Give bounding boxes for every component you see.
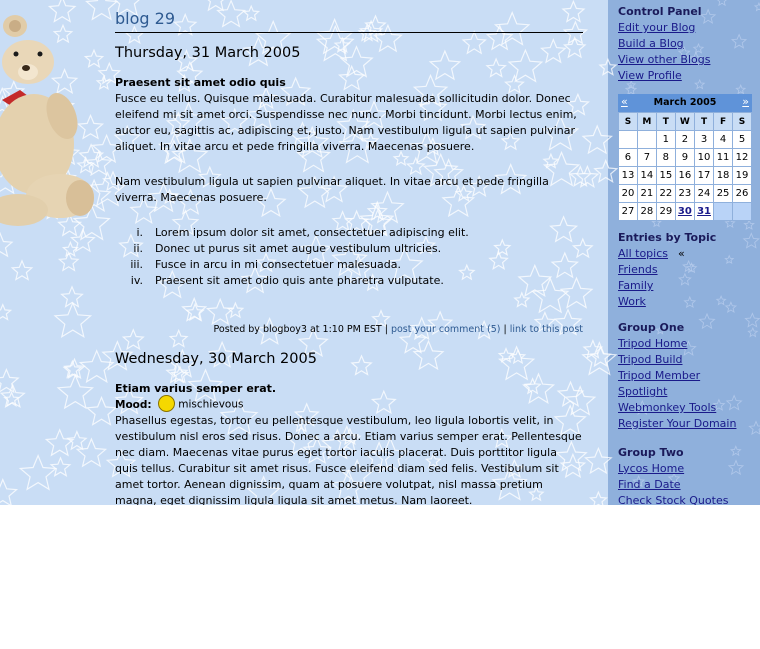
calendar-day: 27 [619,203,638,221]
group-one-heading: Group One [618,321,685,334]
register-domain-link[interactable]: Register Your Domain [618,417,737,430]
calendar-weekday: S [619,113,638,131]
tripod-home-link[interactable]: Tripod Home [618,337,688,350]
calendar-day: 8 [656,149,675,167]
calendar-day: 29 [656,203,675,221]
calendar-day: 3 [694,131,713,149]
list-number: iii. [130,258,143,271]
footer-separator: | [503,324,507,335]
main-content [115,0,583,505]
permalink-link[interactable]: link to this post [509,324,583,335]
find-date-link[interactable]: Find a Date [618,478,681,491]
work-topic-link[interactable]: Work [618,295,646,308]
spotlight-link[interactable]: Spotlight [618,385,668,398]
tripod-build-link[interactable]: Tripod Build [618,353,683,366]
calendar-day: 2 [675,131,694,149]
calendar-day: 19 [733,167,752,185]
calendar-weekday: F [714,113,733,131]
tripod-member-link[interactable]: Tripod Member [618,369,701,382]
post-comment-link[interactable]: post your comment (5) [390,324,501,335]
blog-title[interactable]: blog 29 [115,9,175,28]
list-number: iv. [130,274,143,287]
mischievous-smiley-icon [158,395,175,412]
list-number: i. [136,226,143,239]
calendar-weekday: T [694,113,713,131]
calendar-header [618,94,752,112]
view-blogs-link[interactable]: View other Blogs [618,53,711,66]
calendar-prev-link[interactable]: « [621,95,628,108]
calendar-day: 24 [694,185,713,203]
list-number: ii. [133,242,143,255]
view-profile-link[interactable]: View Profile [618,69,682,82]
lycos-home-link[interactable]: Lycos Home [618,462,685,475]
calendar-day: 7 [637,149,656,167]
calendar-day: 13 [619,167,638,185]
family-topic-link[interactable]: Family [618,279,654,292]
calendar-week-row [619,185,752,203]
entry-paragraph: Fusce eu tellus. Quisque malesuada. Curabitur malesuada sollicitudin dolor. Donec eleifend mi sit amet orci. Suspendisse nec nunc. Morbi tincidunt. Morbi lectus enim, auctor eu, sagittis ac, adipiscing et, justo. Nam vestibulum ligula ut sapien pulvinar aliquet. In vitae arcu et pede fringilla viverra. Maecenas posuere. [115,92,577,153]
teddy-bear-image [0,4,98,229]
calendar-day: 9 [675,149,694,167]
entry-date: Wednesday, 30 March 2005 [115,351,317,367]
friends-topic-link[interactable]: Friends [618,263,658,276]
calendar-day: 25 [714,185,733,203]
calendar-day: 20 [619,185,638,203]
topics-heading: Entries by Topic [618,231,717,244]
entry-subject: Praesent sit amet odio quis [115,76,286,89]
calendar-day: 28 [637,203,656,221]
entry-date: Thursday, 31 March 2005 [115,45,301,61]
list-text: Praesent sit amet odio quis ante pharetra vulputate. [155,274,444,287]
mood-value: mischievous [178,398,244,411]
calendar-day: 5 [733,131,752,149]
mood-row [115,396,243,413]
all-topics-link[interactable]: All topics [618,247,668,260]
calendar-day: 12 [733,149,752,167]
calendar-day: 4 [714,131,733,149]
calendar-day: 17 [694,167,713,185]
calendar-week-row [619,131,752,149]
calendar-empty-cell [619,131,638,149]
calendar-day: 10 [694,149,713,167]
entry-paragraph: Nam vestibulum ligula ut sapien pulvinar aliquet. In vitae arcu et pede fringilla viverra. Maecenas posuere. [115,175,549,204]
calendar-weekday: W [675,113,694,131]
list-text: Lorem ipsum dolor sit amet, consectetuer adipiscing elit. [155,226,469,239]
build-blog-link[interactable]: Build a Blog [618,37,684,50]
list-text: Fusce in arcu in mi consectetuer malesuada. [155,258,401,271]
list-text: Donec ut purus sit amet augue vestibulum ultricies. [155,242,442,255]
calendar-weekday-row [619,113,752,131]
current-topic-marker: « [678,247,685,260]
edit-blog-link[interactable]: Edit your Blog [618,21,696,34]
calendar-day-link[interactable]: 31 [694,203,713,221]
title-divider [115,32,583,33]
posted-by-text: Posted by blogboy3 at 1:10 PM EST [213,324,382,335]
calendar-weekday: S [733,113,752,131]
group-two-heading: Group Two [618,446,684,459]
mood-label: Mood: [115,398,152,411]
calendar-grid [618,112,752,221]
calendar-day: 26 [733,185,752,203]
calendar-day: 1 [656,131,675,149]
calendar-weekday: M [637,113,656,131]
stock-quotes-link[interactable]: Check Stock Quotes [618,494,729,505]
calendar-week-row [619,167,752,185]
calendar-day: 11 [714,149,733,167]
calendar-weekday: T [656,113,675,131]
calendar-day: 23 [675,185,694,203]
calendar-day: 16 [675,167,694,185]
calendar-next-link[interactable]: » [742,95,749,108]
calendar-day: 14 [637,167,656,185]
calendar-empty-cell [714,203,733,221]
calendar-day-link[interactable]: 30 [675,203,694,221]
calendar-week-row [619,149,752,167]
entry-paragraph: Phasellus egestas, tortor eu pellentesque vestibulum, leo ligula lobortis velit, in vestibulum nisl eros sed risus. Donec a arcu. Etiam varius semper erat. Pellentesque nec diam. Maecenas vitae purus eget tortor iaculis placerat. Duis porttitor ligula quis tellus. Curabitur sit amet risus. Fusce eleifend diam sed felis. Vestibulum sit amet tortor. Aenean dignissim, quam at posuere volutpat, nisl massa pretium magna, eget dignissim ligula ligula sit amet metus. Nam laoreet. [115,414,582,505]
footer-separator: | [384,324,388,335]
calendar-week-row [619,203,752,221]
calendar-month: March 2005 [653,97,717,108]
calendar-day: 15 [656,167,675,185]
calendar-empty-cell [637,131,656,149]
calendar-empty-cell [733,203,752,221]
calendar-day: 22 [656,185,675,203]
entry-footer [115,324,583,335]
webmonkey-tools-link[interactable]: Webmonkey Tools [618,401,717,414]
calendar-day: 6 [619,149,638,167]
calendar-day: 18 [714,167,733,185]
calendar-day: 21 [637,185,656,203]
control-panel-heading: Control Panel [618,5,702,18]
entry-subject: Etiam varius semper erat. [115,382,277,395]
